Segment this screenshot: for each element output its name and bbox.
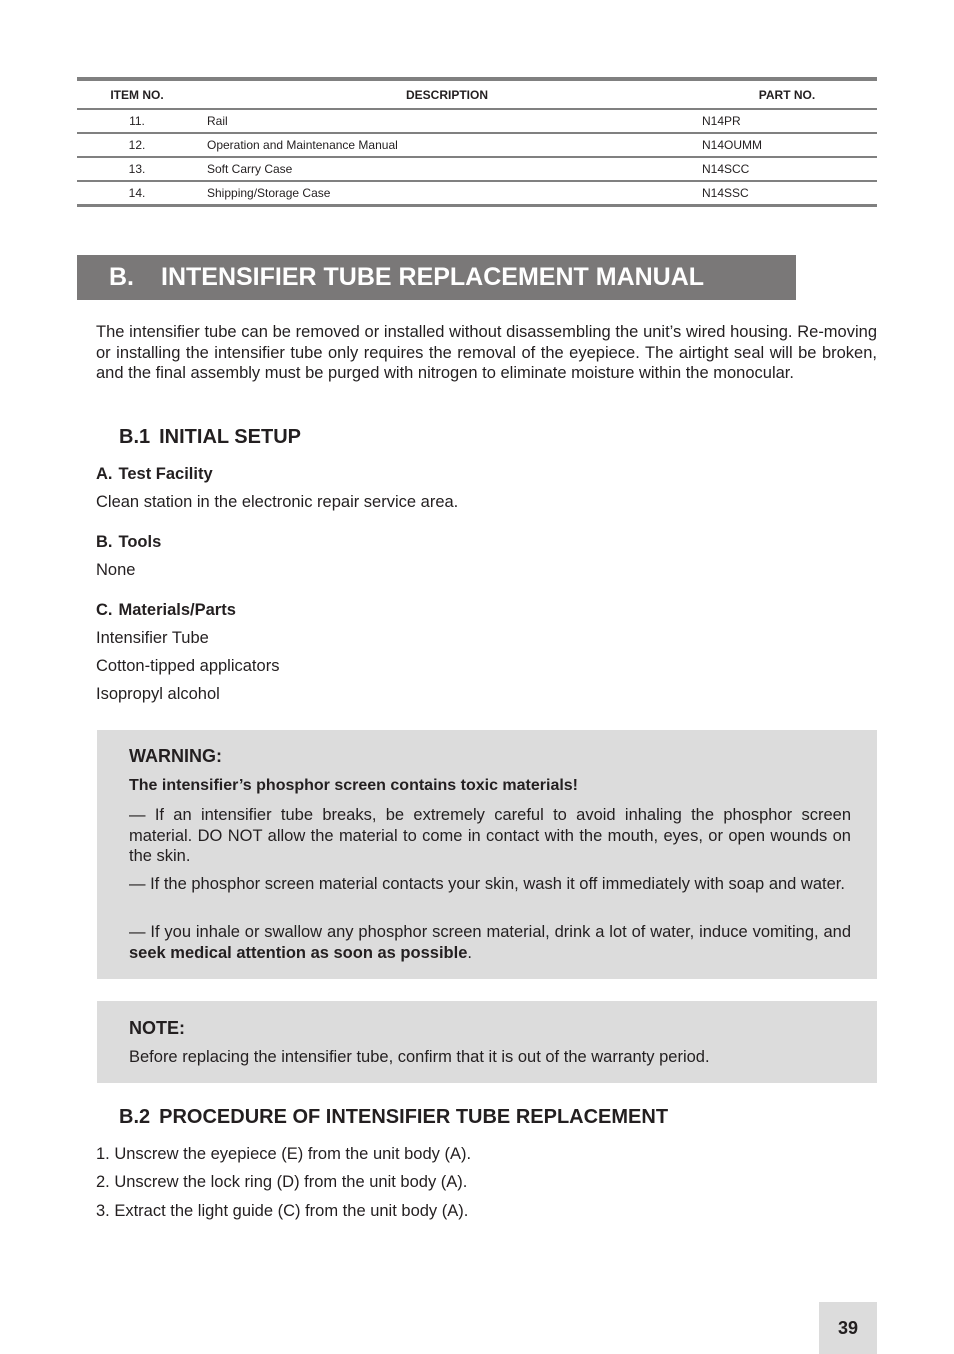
section-number: B. <box>109 263 134 291</box>
tools-heading <box>96 533 161 552</box>
table-row <box>77 133 877 157</box>
subheading-title: Test Facility <box>118 465 213 483</box>
description-cell: Soft Carry Case <box>197 157 697 181</box>
procedure-step: 3. Extract the light guide (C) from the unit body (A). <box>96 1202 469 1220</box>
column-header-item-no: ITEM NO. <box>77 79 197 109</box>
column-header-part-no: PART NO. <box>697 79 877 109</box>
materials-item: Isopropyl alcohol <box>96 685 220 703</box>
item-no-cell: 14. <box>128 186 146 200</box>
procedure-heading-number: B.2 <box>119 1106 151 1128</box>
description-cell: Rail <box>197 109 697 133</box>
warning-text-end: . <box>467 943 472 962</box>
tools-text: None <box>96 561 136 579</box>
subheading-number: B. <box>96 533 113 551</box>
item-no-cell: 13. <box>77 157 197 181</box>
parts-table <box>77 77 877 207</box>
warning-paragraph: — If an intensifier tube breaks, be extremely careful to avoid inhaling the phosphor screen material. DO NOT allow the material to come in contact with the mouth, eyes, or open wounds on the skin. <box>129 806 851 865</box>
table-row <box>77 109 877 133</box>
procedure-step: 1. Unscrew the eyepiece (E) from the unit body (A). <box>96 1145 472 1163</box>
section-title: INTENSIFIER TUBE REPLACEMENT MANUAL <box>161 263 705 291</box>
warning-subtitle: The intensifier’s phosphor screen contains toxic materials! <box>129 777 579 794</box>
part-no-cell: N14PR <box>697 109 877 133</box>
setup-heading-title: INITIAL SETUP <box>159 426 301 448</box>
warning-box <box>97 730 877 979</box>
warning-emphasis: seek medical attention as soon as possible <box>129 943 468 962</box>
subheading-title: Materials/Parts <box>118 601 236 619</box>
subheading-number: A. <box>96 465 113 483</box>
test-facility-text: Clean station in the electronic repair service area. <box>96 493 459 511</box>
note-title: NOTE: <box>129 1018 185 1038</box>
table-header-row <box>77 79 877 109</box>
item-no-cell: 11. <box>77 109 197 133</box>
procedure-heading <box>119 1106 668 1129</box>
warning-title: WARNING: <box>129 746 222 766</box>
materials-heading <box>96 601 236 620</box>
table-row <box>77 157 877 181</box>
table-row <box>77 181 877 206</box>
item-no-cell: 12. <box>77 133 197 157</box>
subheading-title: Tools <box>118 533 162 551</box>
page-number: 39 <box>819 1302 877 1354</box>
procedure-heading-title: PROCEDURE OF INTENSIFIER TUBE REPLACEMENT <box>159 1106 669 1128</box>
section-banner <box>77 255 796 300</box>
materials-item: Intensifier Tube <box>96 629 209 647</box>
part-no-cell: N14SCC <box>697 157 877 181</box>
test-facility-heading <box>96 465 213 484</box>
subheading-number: C. <box>96 601 113 619</box>
part-no-cell: N14OUMM <box>697 133 877 157</box>
description-cell: Shipping/Storage Case <box>207 186 331 200</box>
setup-heading-number: B.1 <box>119 426 151 448</box>
column-header-description: DESCRIPTION <box>197 79 697 109</box>
setup-heading <box>119 426 301 449</box>
materials-item: Cotton-tipped applicators <box>96 657 280 675</box>
description-cell: Operation and Maintenance Manual <box>197 133 697 157</box>
warning-text: — If you inhale or swallow any phosphor screen material, drink a lot of water, induce vomiting, and <box>129 923 851 941</box>
warning-paragraph <box>129 922 851 963</box>
note-text: Before replacing the intensifier tube, confirm that it is out of the warranty period. <box>129 1048 710 1066</box>
intro-paragraph: The intensifier tube can be removed or installed without disassembling the unit’s wired housing. Re-moving or installing the intensifier tube only requires the removal of the eyepiece. The airtight seal will be broken, and the final assembly must be purged with nitrogen to eliminate moisture within the monocular. <box>96 323 877 382</box>
note-box <box>97 1001 877 1083</box>
warning-paragraph: — If the phosphor screen material contacts your skin, wash it off immediately with soap and water. <box>129 875 845 893</box>
part-no-cell: N14SSC <box>702 186 749 200</box>
procedure-step: 2. Unscrew the lock ring (D) from the unit body (A). <box>96 1173 468 1191</box>
